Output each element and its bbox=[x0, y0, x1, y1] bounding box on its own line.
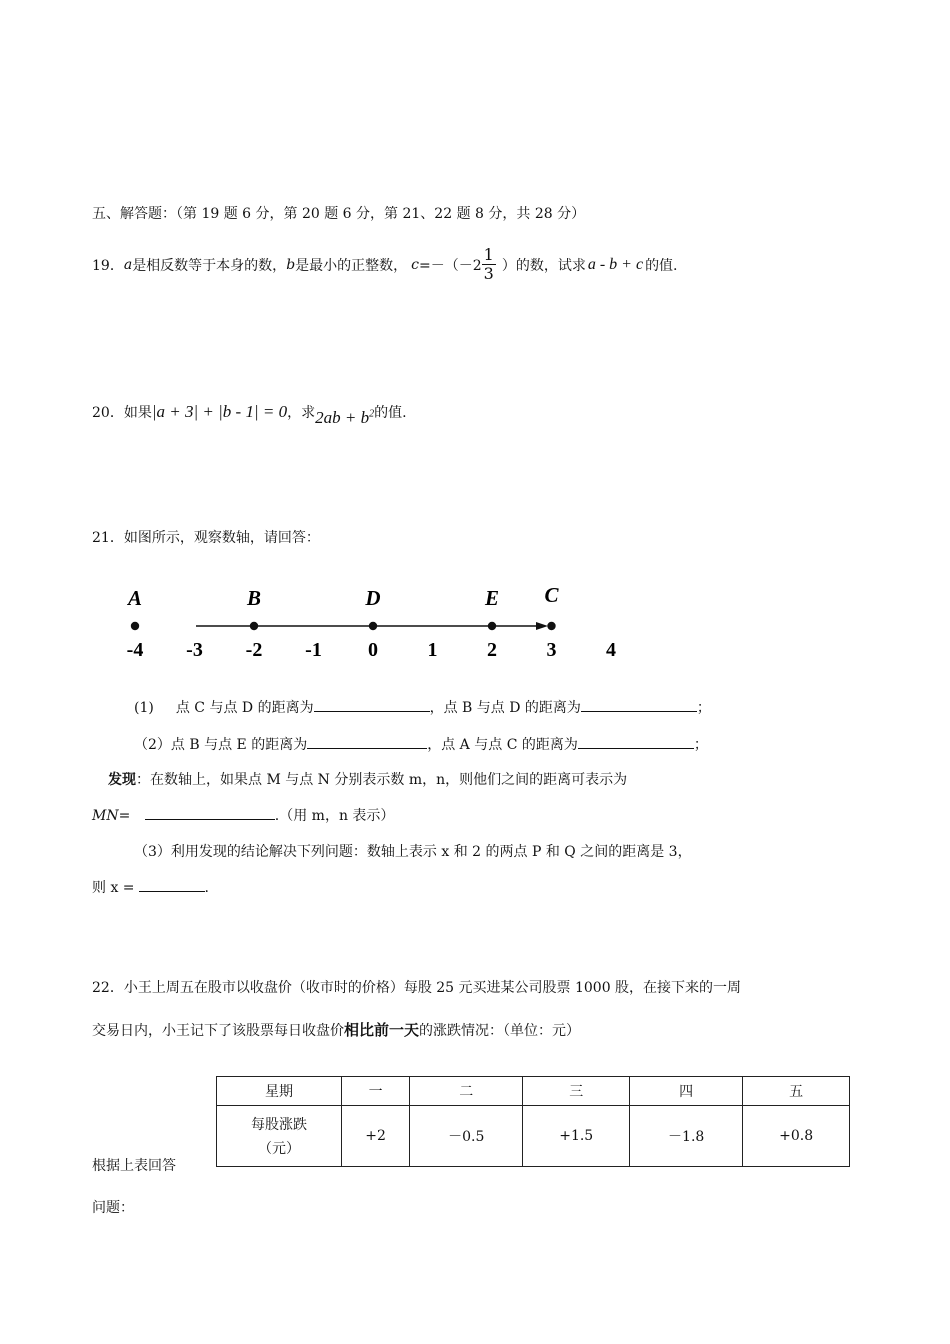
table-value-row bbox=[217, 1106, 850, 1167]
answer-blank-x[interactable] bbox=[139, 877, 205, 892]
q19-frac-denominator: 3 bbox=[483, 264, 494, 283]
day-cell: 二 bbox=[410, 1077, 523, 1106]
q20-number: 20．如果 bbox=[92, 405, 152, 421]
value-cell: +0.8 bbox=[743, 1106, 850, 1167]
q19-text-c: =－（－2 bbox=[419, 257, 482, 274]
tick-label: -2 bbox=[245, 639, 263, 661]
value-cell: －0.5 bbox=[410, 1106, 523, 1167]
question-19 bbox=[92, 246, 678, 283]
tick-label: -4 bbox=[126, 639, 144, 661]
q21-part-2 bbox=[134, 734, 708, 754]
tick-label: -1 bbox=[305, 639, 322, 661]
value-cell: －1.8 bbox=[630, 1106, 743, 1167]
row-label-line-1: 每股涨跌 bbox=[251, 1117, 307, 1133]
day-cell: 五 bbox=[743, 1077, 850, 1106]
number-line-figure bbox=[126, 578, 616, 662]
day-cell: 四 bbox=[630, 1077, 743, 1106]
q21-mn-line bbox=[92, 805, 394, 825]
mn-label: MN= bbox=[92, 808, 131, 824]
tick-label: 0 bbox=[368, 639, 378, 661]
q21-p3-then: 则 x = bbox=[92, 880, 135, 896]
table-header-row bbox=[217, 1077, 850, 1106]
q19-var-b: b bbox=[286, 256, 296, 273]
answer-blank-cd[interactable] bbox=[314, 697, 430, 712]
tick-label: 4 bbox=[606, 639, 616, 661]
mn-hint: .（用 m，n 表示） bbox=[274, 808, 395, 824]
q21-intro: 21．如图所示，观察数轴，请回答： bbox=[92, 530, 320, 546]
q21-p2-end: ； bbox=[693, 737, 708, 753]
q19-text-b: 是最小的正整数， bbox=[295, 257, 408, 274]
tick-label: -3 bbox=[186, 639, 203, 661]
q21-p1-label: (1) bbox=[134, 700, 154, 716]
q20-exponent: 2 bbox=[369, 408, 375, 420]
q21-p3-end: . bbox=[204, 880, 209, 896]
q19-text-end: 的值. bbox=[645, 257, 678, 274]
q22-emphasis: 相比前一天 bbox=[344, 1021, 420, 1039]
discovery-label: 发现 bbox=[108, 772, 136, 788]
answer-blank-bd[interactable] bbox=[581, 697, 697, 712]
point-label-e: E bbox=[484, 586, 500, 610]
point-label-a: A bbox=[127, 586, 143, 610]
q21-part-3-answer bbox=[92, 877, 209, 897]
q19-text-close: ）的数，试求 bbox=[501, 257, 586, 274]
header-label-cell: 星期 bbox=[217, 1077, 342, 1106]
point-e bbox=[488, 622, 496, 630]
q22-line2a: 交易日内，小王记下了该股票每日收盘价 bbox=[92, 1023, 344, 1039]
q19-frac-numerator: 1 bbox=[483, 245, 494, 264]
q19-var-c: c bbox=[411, 256, 419, 273]
q21-p1-text1: 点 C 与点 D 的距离为 bbox=[175, 700, 314, 716]
q20-equation: |a + 3| + |b - 1| = 0 bbox=[151, 402, 288, 421]
value-cell: +2 bbox=[342, 1106, 410, 1167]
q22-line2c: 的涨跌情况：（单位：元） bbox=[419, 1023, 581, 1039]
row-label-line-2: （元） bbox=[258, 1141, 300, 1157]
day-cell: 一 bbox=[342, 1077, 410, 1106]
discovery-text: ：在数轴上，如果点 M 与点 N 分别表示数 m，n，则他们之间的距离可表示为 bbox=[136, 772, 628, 788]
point-label-b: B bbox=[246, 586, 262, 610]
answer-blank-ac[interactable] bbox=[578, 734, 694, 749]
q22-after-1: 根据上表回答 bbox=[92, 1158, 176, 1174]
point-a bbox=[131, 622, 139, 630]
q20-expression bbox=[315, 408, 374, 428]
q19-expression: a - b + c bbox=[587, 255, 644, 273]
q19-text-a: 是相反数等于本身的数， bbox=[132, 257, 287, 274]
answer-blank-mn[interactable] bbox=[145, 805, 275, 820]
row-label-cell bbox=[217, 1106, 342, 1167]
answer-blank-be[interactable] bbox=[307, 734, 427, 749]
q21-p2-text1: 点 B 与点 E 的距离为 bbox=[170, 737, 308, 753]
point-label-c: C bbox=[544, 583, 559, 607]
question-20 bbox=[92, 402, 407, 427]
q20-text-end: 的值. bbox=[374, 405, 407, 421]
q19-number: 19． bbox=[92, 257, 124, 274]
stock-change-table bbox=[216, 1076, 850, 1167]
point-b bbox=[250, 622, 258, 630]
q22-line-2 bbox=[92, 1019, 580, 1040]
q19-fraction bbox=[482, 246, 496, 283]
q21-p2-label: （2） bbox=[134, 737, 171, 753]
section-title: 五、解答题：（第 19 题 6 分，第 20 题 6 分，第 21、22 题 8 分，共 28 分） bbox=[92, 206, 586, 222]
q21-part-1 bbox=[134, 697, 711, 717]
q21-p2-text2: ，点 A 与点 C 的距离为 bbox=[427, 737, 578, 753]
tick-label: 1 bbox=[427, 639, 438, 661]
q21-p1-text2: ，点 B 与点 D 的距离为 bbox=[429, 700, 581, 716]
point-c bbox=[547, 622, 555, 630]
tick-label: 2 bbox=[487, 639, 497, 661]
q21-part-3: （3）利用发现的结论解决下列问题：数轴上表示 x 和 2 的两点 P 和 Q 之间的距离是 3， bbox=[134, 844, 692, 860]
point-label-d: D bbox=[365, 586, 381, 610]
tick-label: 3 bbox=[546, 639, 557, 661]
day-cell: 三 bbox=[523, 1077, 630, 1106]
q22-line-1: 22．小王上周五在股市以收盘价（收市时的价格）每股 25 元买进某公司股票 1000 股，在接下来的一周 bbox=[92, 980, 742, 996]
number-line-arrow bbox=[536, 622, 548, 630]
point-d bbox=[369, 622, 377, 630]
value-cell: +1.5 bbox=[523, 1106, 630, 1167]
q22-after-2: 问题： bbox=[92, 1200, 134, 1216]
q20-text-mid: ，求 bbox=[287, 405, 316, 421]
q21-discovery bbox=[108, 769, 627, 789]
q19-var-a: a bbox=[123, 256, 133, 273]
q20-expression-base: 2ab + b bbox=[315, 408, 370, 427]
q21-p1-end: ； bbox=[696, 700, 711, 716]
